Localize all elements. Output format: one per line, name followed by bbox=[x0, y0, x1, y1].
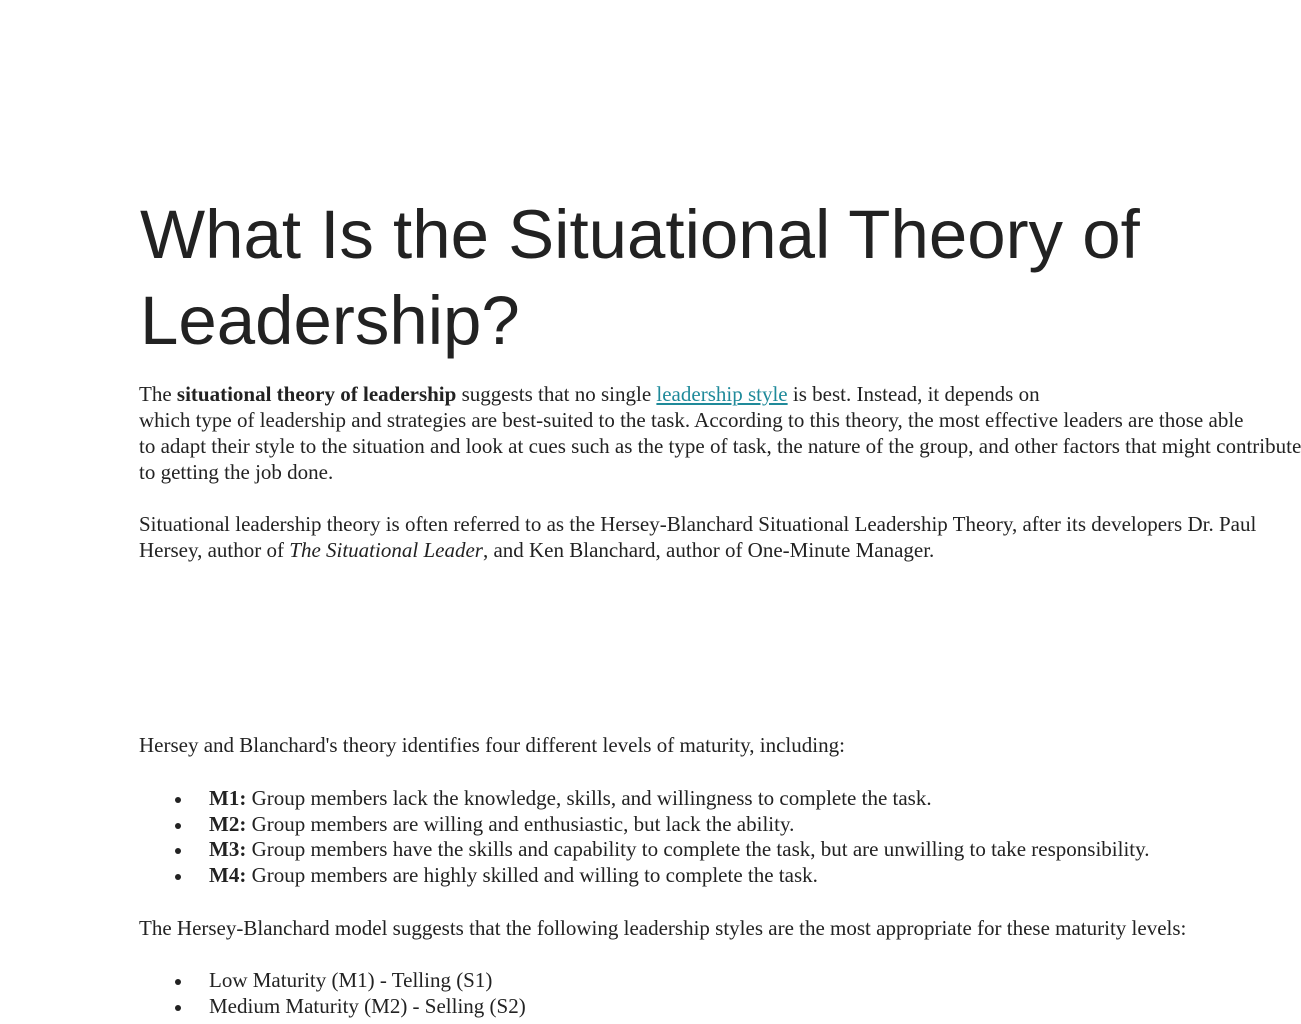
list-item bbox=[139, 863, 1150, 889]
bullet-icon bbox=[175, 848, 181, 854]
intro-text-mid: suggests that no single bbox=[456, 382, 657, 406]
title-line-1: What Is the Situational Theory of bbox=[140, 196, 1140, 273]
intro-line-2: which type of leadership and strategies are best-suited to the task. According to this theory, the most effective leaders are those able bbox=[139, 408, 1244, 432]
list-item bbox=[139, 786, 1150, 812]
maturity-text: Group members are highly skilled and willing to complete the task. bbox=[246, 862, 818, 887]
intro-line-3: to adapt their style to the situation and look at cues such as the type of task, the nature of the group, and other factors that might contribute bbox=[139, 434, 1301, 458]
bullet-icon bbox=[175, 823, 181, 829]
list-item bbox=[139, 994, 526, 1020]
hersey-paragraph bbox=[139, 511, 1256, 563]
model-intro: The Hersey-Blanchard model suggests that the following leadership styles are the most appropriate for these maturity levels: bbox=[139, 916, 1187, 940]
maturity-code: M2: bbox=[209, 811, 247, 836]
maturity-code: M1: bbox=[209, 786, 247, 810]
bullet-icon bbox=[175, 874, 181, 880]
style-pair-text: Low Maturity (M1) - Telling (S1) bbox=[209, 968, 493, 992]
intro-line-4: to getting the job done. bbox=[139, 460, 334, 484]
list-item bbox=[139, 812, 1150, 838]
list-item bbox=[139, 968, 526, 994]
maturity-text: Group members have the skills and capability to complete the task, but are unwilling to take responsibility. bbox=[246, 837, 1150, 862]
intro-paragraph bbox=[139, 381, 1301, 485]
intro-line-1 bbox=[139, 381, 1301, 407]
maturity-intro: Hersey and Blanchard's theory identifies four different levels of maturity, including: bbox=[139, 733, 845, 757]
list-item bbox=[139, 837, 1150, 863]
maturity-text: Group members are willing and enthusiastic, but lack the ability. bbox=[246, 811, 795, 836]
intro-text-start: The bbox=[139, 382, 177, 406]
book-title: The Situational Leader bbox=[289, 538, 483, 562]
bullet-icon bbox=[175, 797, 181, 803]
leadership-style-link[interactable]: leadership style bbox=[656, 382, 788, 406]
intro-text-end: is best. Instead, it depends on bbox=[787, 382, 1040, 406]
maturity-text: Group members lack the knowledge, skills, and willingness to complete the task. bbox=[246, 786, 932, 810]
hersey-text-start: Hersey, author of bbox=[139, 538, 290, 562]
intro-bold-term: situational theory of leadership bbox=[176, 382, 457, 406]
style-pair-text: Medium Maturity (M2) - Selling (S2) bbox=[209, 993, 526, 1018]
hersey-line-1: Situational leadership theory is often referred to as the Hersey-Blanchard Situational Leadership Theory, after its developers Dr. Paul bbox=[139, 512, 1257, 536]
bullet-icon bbox=[175, 979, 181, 985]
title-line-2: Leadership? bbox=[140, 282, 520, 359]
style-pairs-list bbox=[139, 968, 526, 1019]
maturity-code: M3: bbox=[209, 837, 247, 862]
maturity-list bbox=[139, 786, 1150, 888]
bullet-icon bbox=[175, 1005, 181, 1011]
hersey-line-2 bbox=[139, 537, 1256, 563]
page-title bbox=[140, 192, 1140, 364]
hersey-text-end: , and Ken Blanchard, author of One-Minute Manager. bbox=[482, 538, 935, 562]
maturity-code: M4: bbox=[209, 862, 247, 887]
